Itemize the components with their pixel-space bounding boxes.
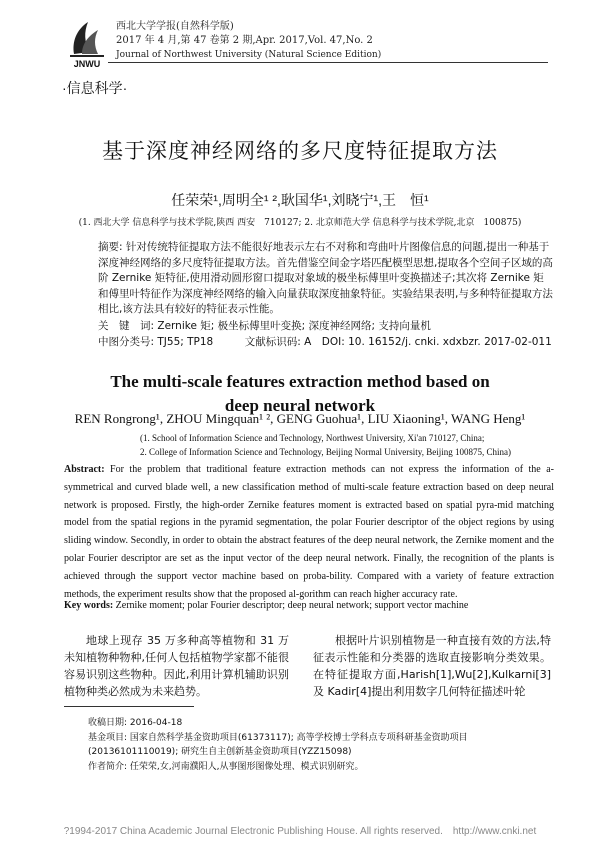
authors-en: REN Rongrong¹, ZHOU Mingquan¹ ², GENG Guohua¹, LIU Xiaoning¹, WANG Heng¹ — [74, 411, 526, 426]
keywords-en — [64, 600, 554, 611]
section-label: ·信息科学· — [62, 80, 128, 96]
abstract-cn: 摘要: 针对传统特征提取方法不能很好地表示左右不对称和弯曲叶片图像信息的问题,提出一种基于深度神经网络的多尺度特征提取方法。首先借鉴空间金字塔匹配模型思想,提取各个空间子区域的高阶 Zernike 矩特征,使用滑动圆形窗口提取对象域的极坐标傅里叶变换描述子;其次将 Zernike 矩和傅里叶特征作为深度神经网络的输入向量获取深度抽象特征。实验结果表明,与多种特征提取方法相比,该方法具有较好的特征表示性能。 — [98, 241, 553, 315]
classification-cn: 中图分类号: TJ55; TP18 文献标识码: A DOI: 10. 16152/j. cnki. xdxbzr. 2017-02-011 — [98, 336, 552, 348]
keywords-cn: 关 键 词: Zernike 矩; 极坐标傅里叶变换; 深度神经网络; 支持向量机 — [98, 320, 431, 332]
footnote-received: 收稿日期: 2016-04-18 — [88, 718, 183, 728]
title-cn: 基于深度神经网络的多尺度特征提取方法 — [102, 140, 498, 163]
title-en-line1: The multi-scale features extraction method based on — [110, 372, 490, 391]
affiliation-en-1: (1. School of Information Science and Technology, Northwest University, Xi'an 710127, China; — [140, 433, 485, 443]
journal-name-en: Journal of Northwest University (Natural Science Edition) — [116, 50, 382, 60]
affiliation-en-2: 2. College of Information Science and Technology, Beijing Normal University, Beijing 100875, China) — [140, 447, 511, 457]
journal-header — [116, 20, 381, 62]
header-rule — [108, 62, 548, 63]
journal-logo — [66, 18, 108, 74]
logo-text: JNWU — [73, 59, 101, 69]
body-column-left: 地球上现存 35 万多种高等植物和 31 万未知植物种物种,任何人包括植物学家都不能很容易识别这些物种。因此,利用计算机辅助识别植物种类必然成为未来趋势。 — [64, 634, 289, 698]
keywords-en-text: Zernike moment; polar Fourier descriptor; deep neural network; support vector machine — [115, 600, 469, 611]
title-en-line2: deep neural network — [224, 396, 376, 415]
abstract-en — [64, 461, 554, 603]
issue-line: 2017 年 4 月,第 47 卷第 2 期,Apr. 2017,Vol. 47,No. 2 — [116, 35, 373, 46]
footnote-author: 作者简介: 任荣荣,女,河南濮阳人,从事图形图像处理、模式识别研究。 — [88, 762, 364, 772]
journal-name-cn: 西北大学学报(自然科学版) — [116, 21, 234, 32]
body-column-right: 根据叶片识别植物是一种直接有效的方法,特征表示性能和分类器的选取直接影响分类效果。在特征提取方面,Harish[1],Wu[2],Kulkarni[3]及 Kadir[4]提出利用数字几何特征描述叶轮 — [313, 634, 551, 698]
affiliation-cn: (1. 西北大学 信息科学与技术学院,陕西 西安 710127; 2. 北京师范大学 信息科学与技术学院,北京 100875) — [78, 218, 522, 228]
journal-emblem-icon — [66, 18, 108, 58]
abstract-en-text: For the problem that traditional feature extraction methods can not express the information of the a-symmetrical and curved blade well, a new classification method of multi-scale feature extraction based on deep neural network is proposed. Firstly, the high-order Zernike features moment is extracted based on spatial pyra-mid matching model from the spatial regions in the pyramid segmentation, the polar Fourier descriptor of the object regions by using sliding window. Secondly, in order to obtain the abstract features of the deep neural network, the Zernike moment and the polar Fourier descriptor are set as the input vector of the deep neural network. Finally, the recognition of the plants is achieved through the support vector machine based on proba-bility. Compared with a variety of feature extraction methods, the experiment results show that the proposed al-gorithm can reach higher accuracy rate. — [64, 464, 554, 600]
authors-cn: 任荣荣¹,周明全¹ ²,耿国华¹,刘晓宁¹,王 恒¹ — [171, 192, 429, 208]
footnote-rule — [64, 706, 194, 707]
footnote-fund: 基金项目: 国家自然科学基金资助项目(61373117); 高等学校博士学科点专项科研基金资助项目(20136101110019); 研究生自主创新基金资助项目(YZZ15098) — [88, 733, 468, 757]
abstract-en-label: Abstract: — [64, 464, 105, 475]
copyright-notice: ?1994-2017 China Academic Journal Electronic Publishing House. All rights reserved. http://www.cnki.net — [63, 826, 537, 837]
keywords-en-label: Key words: — [64, 600, 114, 611]
affiliation-en — [140, 431, 560, 459]
